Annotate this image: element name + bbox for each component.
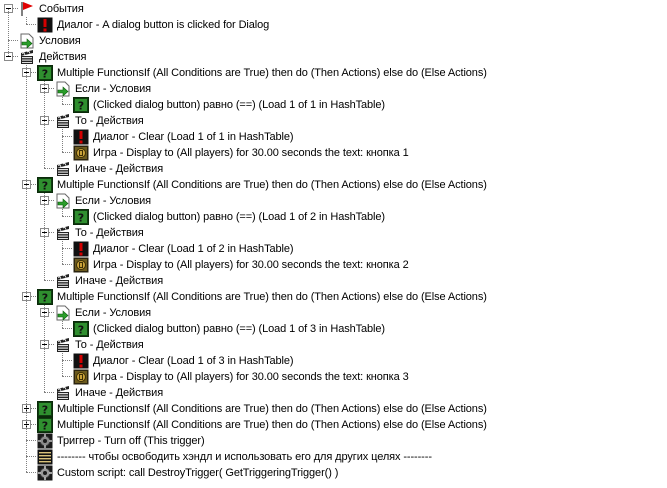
tree-guide: [62, 241, 63, 264]
function-icon: [37, 177, 53, 193]
tree-row-label: Multiple FunctionsIf (All Conditions are True) then do (Then Actions) else do (Else Actions): [57, 403, 487, 415]
tree-row-label: Диалог - Clear (Load 1 of 3 in HashTable): [93, 355, 294, 367]
tree-row-label: (Clicked dialog button) равно (==) (Load 1 of 1 in HashTable): [93, 99, 385, 111]
tree-row[interactable]: [0, 321, 660, 337]
tree-connector: [62, 376, 72, 377]
actions-icon: [55, 113, 71, 129]
tree-guide: [62, 97, 63, 104]
tree-row-label: Диалог - A dialog button is clicked for Dialog: [57, 19, 270, 31]
conditions-icon: [55, 193, 71, 209]
actions-icon: [55, 225, 71, 241]
tree-row[interactable]: [0, 273, 660, 289]
tree-row-label: Условия: [39, 35, 81, 47]
tree-row-label: Multiple FunctionsIf (All Conditions are True) then do (Then Actions) else do (Else Actions): [57, 291, 487, 303]
event-flag-icon: [19, 1, 35, 17]
tree-connector: [44, 392, 54, 393]
tree-row-label: Диалог - Clear (Load 1 of 2 in HashTable): [93, 243, 294, 255]
dialog-action-icon: [73, 353, 89, 369]
game-icon: [73, 257, 89, 273]
tree-row-label: Если - Условия: [75, 307, 152, 319]
tree-connector: [62, 136, 72, 137]
tree-row[interactable]: [0, 209, 660, 225]
conditions-icon: [19, 33, 35, 49]
function-icon: [37, 417, 53, 433]
tree-guide: [44, 193, 45, 280]
tree-row-label: Действия: [39, 51, 87, 63]
tree-connector: [8, 40, 18, 41]
tree-row-label: Иначе - Действия: [75, 163, 164, 175]
function-icon: [73, 209, 89, 225]
tree-guide: [44, 305, 45, 392]
tree-guide: [62, 129, 63, 152]
tree-row-label: Иначе - Действия: [75, 275, 164, 287]
tree-row-label: Multiple FunctionsIf (All Conditions are True) then do (Then Actions) else do (Else Actions): [57, 67, 487, 79]
tree-guide: [44, 81, 45, 168]
svg-text:?: ?: [77, 211, 85, 225]
dialog-action-icon: [73, 241, 89, 257]
tree-row[interactable]: [0, 449, 660, 465]
tree-connector: [44, 280, 54, 281]
tree-row[interactable]: [0, 369, 660, 385]
tree-guide: [26, 65, 27, 472]
tree-row[interactable]: [0, 289, 660, 305]
game-icon: [73, 369, 89, 385]
tree-row[interactable]: [0, 17, 660, 33]
tree-row[interactable]: [0, 81, 660, 97]
tree-row[interactable]: [0, 129, 660, 145]
tree-connector: [26, 24, 36, 25]
tree-guide: [8, 41, 9, 56]
tree-row-label: Диалог - Clear (Load 1 of 1 in HashTable): [93, 131, 294, 143]
tree-row[interactable]: [0, 385, 660, 401]
tree-row-label: Игра - Display to (All players) for 30.00 seconds the text: кнопка 3: [93, 371, 409, 383]
tree-row[interactable]: [0, 193, 660, 209]
tree-row[interactable]: [0, 97, 660, 113]
svg-text:?: ?: [41, 403, 49, 417]
tree-row-label: То - Действия: [75, 227, 144, 239]
tree-row-label: Multiple FunctionsIf (All Conditions are True) then do (Then Actions) else do (Else Actions): [57, 419, 487, 431]
game-icon: [73, 145, 89, 161]
tree-row-label: Если - Условия: [75, 195, 152, 207]
tree-row[interactable]: [0, 145, 660, 161]
tree-row-label: Иначе - Действия: [75, 387, 164, 399]
tree-row[interactable]: [0, 241, 660, 257]
function-icon: [73, 321, 89, 337]
tree-guide: [26, 17, 27, 24]
function-icon: [37, 401, 53, 417]
actions-icon: [55, 273, 71, 289]
tree-row[interactable]: [0, 225, 660, 241]
tree-row[interactable]: [0, 257, 660, 273]
tree-row-label: Custom script: call DestroyTrigger( GetTriggeringTrigger() ): [57, 467, 339, 479]
tree-row[interactable]: [0, 49, 660, 65]
actions-icon: [55, 337, 71, 353]
svg-text:?: ?: [41, 419, 49, 433]
comment-icon: [37, 449, 53, 465]
tree-row[interactable]: [0, 65, 660, 81]
tree-row[interactable]: [0, 337, 660, 353]
dialog-action-icon: [73, 129, 89, 145]
function-icon: [37, 65, 53, 81]
tree-row[interactable]: [0, 177, 660, 193]
tree-guide: [62, 321, 63, 328]
actions-icon: [19, 49, 35, 65]
script-icon: [37, 465, 53, 481]
trigger-icon: [37, 433, 53, 449]
tree-row-label: То - Действия: [75, 339, 144, 351]
svg-text:?: ?: [41, 67, 49, 81]
actions-icon: [55, 385, 71, 401]
tree-connector: [26, 472, 36, 473]
tree-row-label: Если - Условия: [75, 83, 152, 95]
tree-row[interactable]: [0, 401, 660, 417]
tree-row[interactable]: [0, 465, 660, 481]
tree-guide: [62, 353, 63, 376]
tree-row[interactable]: [0, 433, 660, 449]
tree-row-label: Multiple FunctionsIf (All Conditions are True) then do (Then Actions) else do (Else Actions): [57, 179, 487, 191]
svg-text:?: ?: [41, 291, 49, 305]
tree-row[interactable]: [0, 161, 660, 177]
svg-text:?: ?: [77, 99, 85, 113]
svg-text:?: ?: [77, 323, 85, 337]
tree-connector: [62, 264, 72, 265]
tree-row[interactable]: [0, 113, 660, 129]
tree-row-label: Игра - Display to (All players) for 30.00 seconds the text: кнопка 2: [93, 259, 409, 271]
tree-row-label: События: [39, 3, 84, 15]
actions-icon: [55, 161, 71, 177]
tree-row-label: Игра - Display to (All players) for 30.00 seconds the text: кнопка 1: [93, 147, 409, 159]
tree-connector: [62, 104, 72, 105]
conditions-icon: [55, 81, 71, 97]
tree-guide: [62, 209, 63, 216]
tree-connector: [62, 328, 72, 329]
function-icon: [37, 289, 53, 305]
tree-row-label: -------- чтобы освободить хэндл и использовать его для других целях --------: [57, 451, 432, 463]
tree-connector: [62, 360, 72, 361]
tree-connector: [44, 168, 54, 169]
tree-guide: [8, 9, 9, 40]
tree-row[interactable]: [0, 353, 660, 369]
tree-row-label: То - Действия: [75, 115, 144, 127]
tree-row-label: (Clicked dialog button) равно (==) (Load 1 of 3 in HashTable): [93, 323, 385, 335]
tree-row[interactable]: [0, 33, 660, 49]
tree-connector: [62, 152, 72, 153]
tree-row[interactable]: [0, 1, 660, 17]
function-icon: [73, 97, 89, 113]
tree-connector: [26, 440, 36, 441]
svg-text:?: ?: [41, 179, 49, 193]
tree-row-label: Триггер - Turn off (This trigger): [57, 435, 205, 447]
tree-connector: [26, 456, 36, 457]
dialog-event-icon: [37, 17, 53, 33]
tree-connector: [62, 248, 72, 249]
tree-row-label: (Clicked dialog button) равно (==) (Load 1 of 2 in HashTable): [93, 211, 385, 223]
tree-connector: [62, 216, 72, 217]
conditions-icon: [55, 305, 71, 321]
tree-row[interactable]: [0, 417, 660, 433]
tree-row[interactable]: [0, 305, 660, 321]
